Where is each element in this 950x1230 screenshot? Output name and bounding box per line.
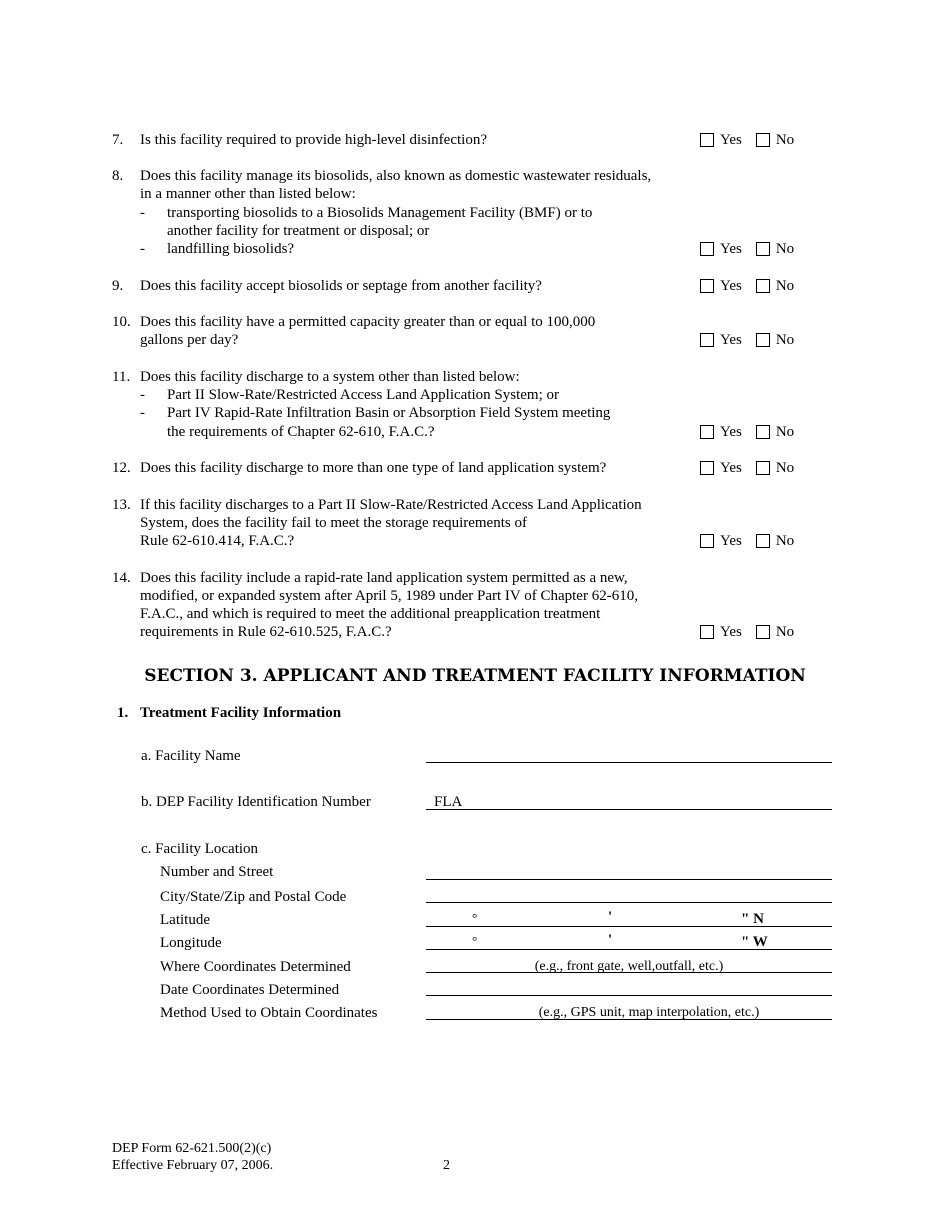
yes-label: Yes xyxy=(720,278,742,294)
question-12-no-checkbox[interactable] xyxy=(756,461,770,475)
question-12-answer xyxy=(700,459,794,477)
city-state-zip-field[interactable] xyxy=(426,902,832,903)
yes-label: Yes xyxy=(720,624,742,640)
latitude-minute-symbol: ' xyxy=(608,909,613,925)
yes-label: Yes xyxy=(720,460,742,476)
date-determined-label: Date Coordinates Determined xyxy=(160,982,340,998)
question-14-no-checkbox[interactable] xyxy=(756,625,770,639)
question-11-bullet2-dash: - xyxy=(140,405,145,421)
question-14-answer xyxy=(700,623,794,641)
no-label: No xyxy=(775,241,795,257)
method-label: Method Used to Obtain Coordinates xyxy=(160,1005,378,1021)
date-determined-field[interactable] xyxy=(426,995,832,996)
longitude-suffix: " W xyxy=(741,934,768,950)
question-11-bullet1-dash: - xyxy=(140,387,145,403)
question-7-number: 7. xyxy=(112,132,124,148)
question-14-yes-checkbox[interactable] xyxy=(700,625,714,639)
question-7-text: Is this facility required to provide high-level disinfection? xyxy=(140,132,487,148)
question-7-yes-checkbox[interactable] xyxy=(700,133,714,147)
question-13-number: 13. xyxy=(112,497,131,513)
latitude-suffix: " N xyxy=(741,911,764,927)
question-10-text-line1: Does this facility have a permitted capacity greater than or equal to 100,000 xyxy=(140,314,596,330)
question-10-no-checkbox[interactable] xyxy=(756,333,770,347)
question-9-number: 9. xyxy=(112,278,124,294)
question-14-text-line4: requirements in Rule 62-610.525, F.A.C.? xyxy=(140,624,392,640)
number-street-field[interactable] xyxy=(426,879,832,880)
longitude-minute-symbol: ' xyxy=(608,932,613,948)
method-hint: (e.g., GPS unit, map interpolation, etc.) xyxy=(538,1005,760,1020)
question-11-bullet2-line2: the requirements of Chapter 62-610, F.A.C.? xyxy=(167,424,435,440)
question-9-no-checkbox[interactable] xyxy=(756,279,770,293)
question-8-answer xyxy=(700,240,794,258)
where-determined-hint: (e.g., front gate, well,outfall, etc.) xyxy=(534,959,724,974)
longitude-degree-symbol: ° xyxy=(472,933,478,948)
question-8-bullet1-line2: another facility for treatment or disposal; or xyxy=(167,223,430,239)
longitude-field[interactable] xyxy=(426,949,832,950)
no-label: No xyxy=(775,624,795,640)
question-8-bullet2-dash: - xyxy=(140,241,145,257)
latitude-label: Latitude xyxy=(160,912,210,928)
question-13-text-line2: System, does the facility fail to meet the storage requirements of xyxy=(140,515,527,531)
no-label: No xyxy=(775,533,795,549)
question-9-yes-checkbox[interactable] xyxy=(700,279,714,293)
dep-facility-id-label: b. DEP Facility Identification Number xyxy=(141,794,371,810)
method-field[interactable] xyxy=(426,1019,832,1020)
dep-facility-id-prefix: FLA xyxy=(434,794,463,810)
question-10-number: 10. xyxy=(112,314,131,330)
section-3-heading: SECTION 3. APPLICANT AND TREATMENT FACILITY INFORMATION xyxy=(144,666,806,686)
question-10-answer xyxy=(700,331,794,349)
number-street-label: Number and Street xyxy=(160,864,274,880)
question-7-answer xyxy=(700,131,794,149)
question-12-number: 12. xyxy=(112,460,131,476)
where-determined-label: Where Coordinates Determined xyxy=(160,959,351,975)
question-13-text-line3: Rule 62-610.414, F.A.C.? xyxy=(140,533,295,549)
question-12-yes-checkbox[interactable] xyxy=(700,461,714,475)
no-label: No xyxy=(775,278,795,294)
yes-label: Yes xyxy=(720,424,742,440)
latitude-degree-symbol: ° xyxy=(472,910,478,925)
no-label: No xyxy=(775,424,795,440)
yes-label: Yes xyxy=(720,241,742,257)
question-13-no-checkbox[interactable] xyxy=(756,534,770,548)
facility-location-label: c. Facility Location xyxy=(141,841,259,857)
question-14-text-line1: Does this facility include a rapid-rate land application system permitted as a new, xyxy=(140,570,628,586)
question-11-number: 11. xyxy=(112,369,131,385)
facility-name-label: a. Facility Name xyxy=(141,748,241,764)
yes-label: Yes xyxy=(720,533,742,549)
footer-form-number: DEP Form 62-621.500(2)(c) xyxy=(112,1141,272,1156)
question-10-text-line2: gallons per day? xyxy=(140,332,239,348)
item-1-number: 1. xyxy=(117,705,129,721)
question-11-yes-checkbox[interactable] xyxy=(700,425,714,439)
question-11-bullet2-line1: Part IV Rapid-Rate Infiltration Basin or Absorption Field System meeting xyxy=(167,405,611,421)
latitude-field[interactable] xyxy=(426,926,832,927)
question-8-bullet1-line1: transporting biosolids to a Biosolids Management Facility (BMF) or to xyxy=(167,205,593,221)
question-13-yes-checkbox[interactable] xyxy=(700,534,714,548)
question-7-no-checkbox[interactable] xyxy=(756,133,770,147)
question-8-no-checkbox[interactable] xyxy=(756,242,770,256)
longitude-label: Longitude xyxy=(160,935,222,951)
question-13-text-line1: If this facility discharges to a Part II Slow-Rate/Restricted Access Land Application xyxy=(140,497,642,513)
no-label: No xyxy=(775,332,795,348)
question-14-text-line3: F.A.C., and which is required to meet the additional preapplication treatment xyxy=(140,606,601,622)
question-8-yes-checkbox[interactable] xyxy=(700,242,714,256)
question-10-yes-checkbox[interactable] xyxy=(700,333,714,347)
facility-name-field[interactable] xyxy=(426,762,832,763)
question-8-number: 8. xyxy=(112,168,124,184)
question-13-answer xyxy=(700,532,794,550)
question-8-bullet1-dash: - xyxy=(140,205,145,221)
question-9-answer xyxy=(700,277,794,295)
question-12-text: Does this facility discharge to more than one type of land application system? xyxy=(140,460,607,476)
footer-effective-date: Effective February 07, 2006. xyxy=(112,1158,274,1173)
city-state-zip-label: City/State/Zip and Postal Code xyxy=(160,889,347,905)
page-number: 2 xyxy=(443,1158,450,1173)
dep-facility-id-field[interactable] xyxy=(426,809,832,810)
question-11-answer xyxy=(700,423,794,441)
item-1-title: Treatment Facility Information xyxy=(140,705,342,721)
no-label: No xyxy=(775,132,795,148)
question-8-bullet2-line1: landfilling biosolids? xyxy=(167,241,295,257)
question-9-text: Does this facility accept biosolids or septage from another facility? xyxy=(140,278,542,294)
question-11-bullet1-line1: Part II Slow-Rate/Restricted Access Land Application System; or xyxy=(167,387,560,403)
yes-label: Yes xyxy=(720,332,742,348)
yes-label: Yes xyxy=(720,132,742,148)
no-label: No xyxy=(775,460,795,476)
question-11-text: Does this facility discharge to a system other than listed below: xyxy=(140,369,520,385)
question-8-text-line2: in a manner other than listed below: xyxy=(140,186,356,202)
question-14-number: 14. xyxy=(112,570,131,586)
where-determined-field[interactable] xyxy=(426,972,832,973)
question-11-no-checkbox[interactable] xyxy=(756,425,770,439)
question-14-text-line2: modified, or expanded system after April 5, 1989 under Part IV of Chapter 62-610, xyxy=(140,588,638,604)
question-8-text-line1: Does this facility manage its biosolids, also known as domestic wastewater residuals, xyxy=(140,168,652,184)
